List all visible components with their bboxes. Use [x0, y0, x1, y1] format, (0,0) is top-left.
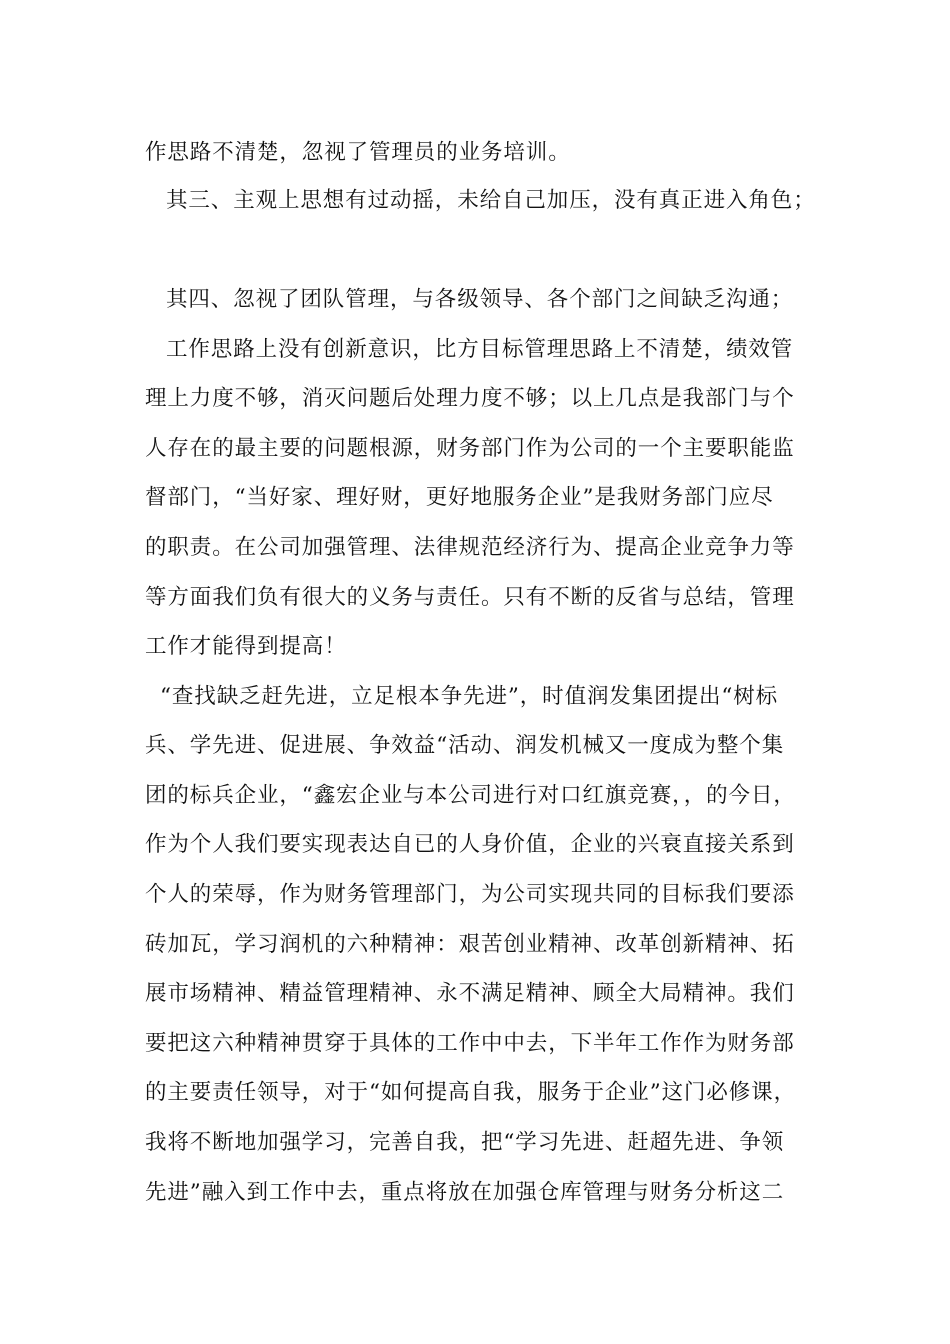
- text-line-18: 要把这六种精神贯穿于具体的工作中中去，下半年工作作为财务部: [145, 1031, 795, 1056]
- text-line-4: 工作思路上没有创新意识，比方目标管理思路上不清楚，绩效管: [166, 337, 794, 362]
- text-line-16: 砖加瓦，学习润机的六种精神：艰苦创业精神、改革创新精神、拓: [145, 932, 795, 957]
- text-line-12: 兵、学先进、促进展、争效益“活动、润发机械又一度成为整个集: [145, 733, 785, 758]
- text-line-1: 作思路不清楚，忽视了管理员的业务培训。: [145, 140, 571, 165]
- text-line-6: 人存在的最主要的问题根源，财务部门作为公司的一个主要职能监: [145, 436, 795, 461]
- text-line-7: 督部门，“当好家、理好财，更好地服务企业”是我财务部门应尽: [145, 485, 774, 510]
- text-line-14: 作为个人我们要实现表达自已的人身价值，企业的兴衰直接关系到: [145, 832, 795, 857]
- text-line-15: 个人的荣辱，作为财务管理部门，为公司实现共同的目标我们要添: [145, 882, 795, 907]
- text-line-19: 的主要责任领导，对于“如何提高自我，服务于企业”这门必修课，: [145, 1080, 796, 1105]
- text-line-21: 先进”融入到工作中去，重点将放在加强仓库管理与财务分析这二: [145, 1180, 785, 1205]
- text-line-13: 团的标兵企业，“鑫宏企业与本公司进行对口红旗竞赛，，的今日，: [145, 783, 796, 808]
- text-line-9: 等方面我们负有很大的义务与责任。只有不断的反省与总结，管理: [145, 585, 795, 610]
- text-line-11: “查找缺乏赶先进，立足根本争先进”，时值润发集团提出“树标: [160, 684, 779, 709]
- text-line-3: 其四、忽视了团队管理，与各级领导、各个部门之间缺乏沟通；: [166, 287, 794, 312]
- text-line-20: 我将不断地加强学习，完善自我，把“学习先进、赶超先进、争领: [145, 1130, 785, 1155]
- text-line-10: 工作才能得到提高！: [145, 634, 347, 659]
- text-line-2: 其三、主观上思想有过动摇，未给自己加压，没有真正进入角色；: [166, 188, 816, 213]
- text-line-17: 展市场精神、精益管理精神、永不满足精神、顾全大局精神。我们: [145, 981, 795, 1006]
- text-line-5: 理上力度不够，消灭问题后处理力度不够；以上几点是我部门与个: [145, 386, 795, 411]
- text-line-8: 的职责。在公司加强管理、法律规范经济行为、提高企业竞争力等: [145, 535, 795, 560]
